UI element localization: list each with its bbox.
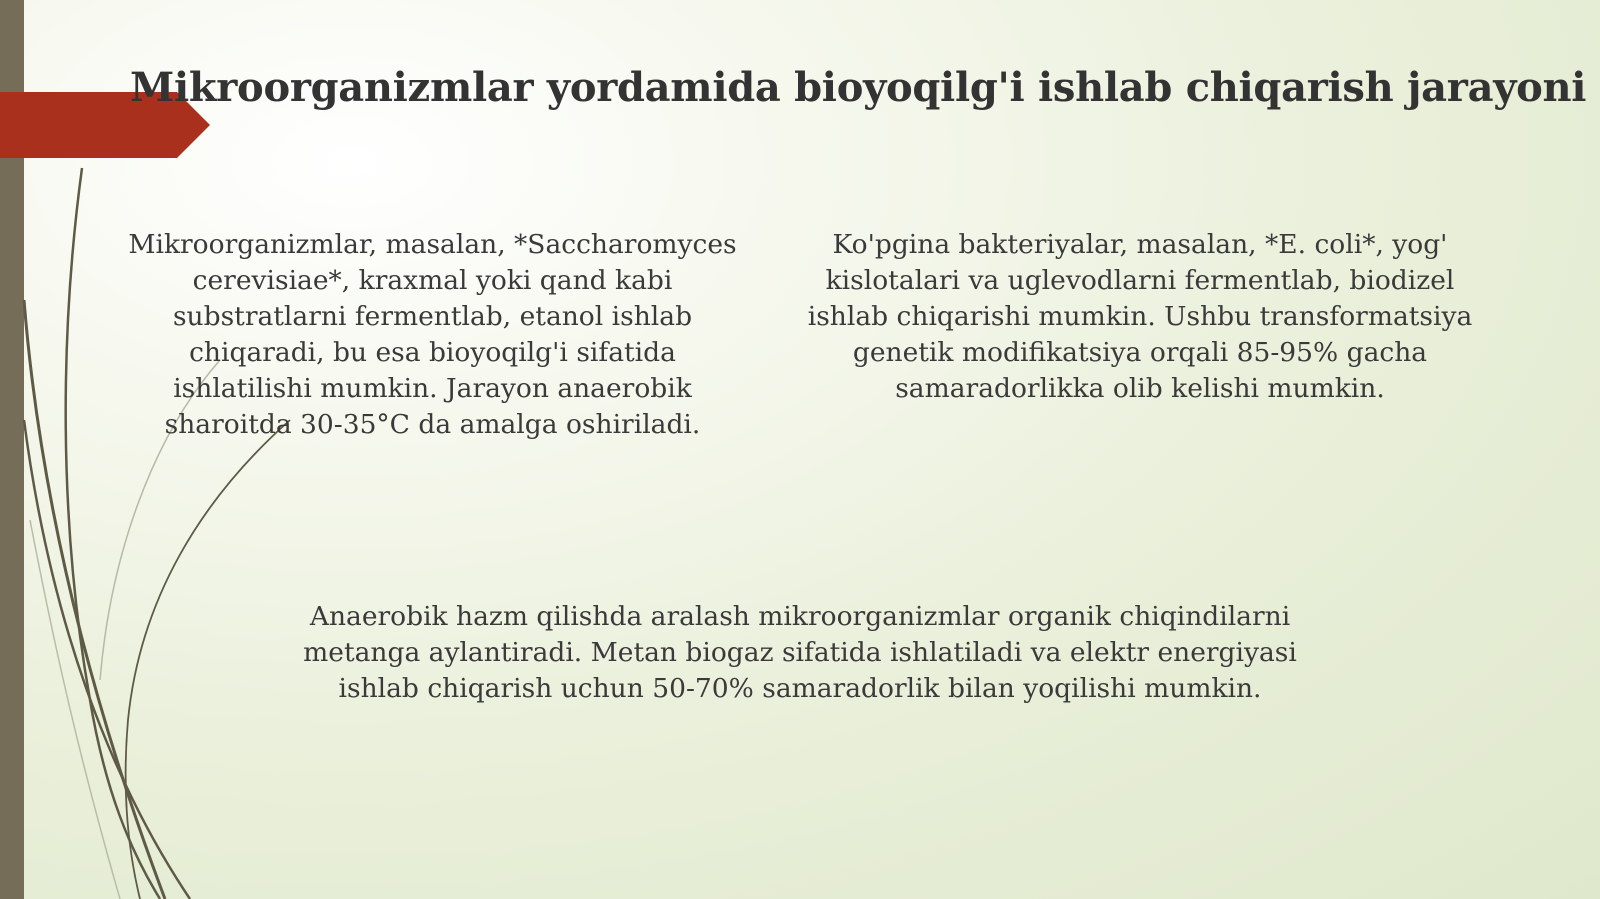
vine-stroke-4 <box>126 420 290 899</box>
paragraph-ethanol: Mikroorganizmlar, masalan, *Saccharomyces cerevisiae*, kraxmal yoki qand kabi substratlarni fermentlab, etanol ishlab chiqaradi, bu esa bioyoqilg'i sifatida ishlatilishi mumkin. Jarayon anaerobik sharoitda 30-35°C da amalga oshiriladi. <box>128 229 737 440</box>
vine-stroke-6 <box>30 520 120 899</box>
slide-title: Mikroorganizmlar yordamida bioyoqilg'i ishlab chiqarish jarayoni <box>130 64 1587 111</box>
paragraph-biodiesel: Ko'pgina bakteriyalar, masalan, *E. coli*, yog' kislotalari va uglevodlarni fermentlab, biodizel ishlab chiqarishi mumkin. Ushbu transformatsiya genetik modifikatsiya orqali 85-95% gacha samaradorlikka olib kelishi mumkin. <box>807 229 1473 404</box>
paragraph-biogas: Anaerobik hazm qilishda aralash mikroorganizmlar organik chiqindilarni metanga aylantiradi. Metan biogaz sifatida ishlatiladi va elektr energiyasi ishlab chiqarish uchun 50-70% samaradorlik bilan yoqilishi mumkin. <box>303 601 1297 704</box>
